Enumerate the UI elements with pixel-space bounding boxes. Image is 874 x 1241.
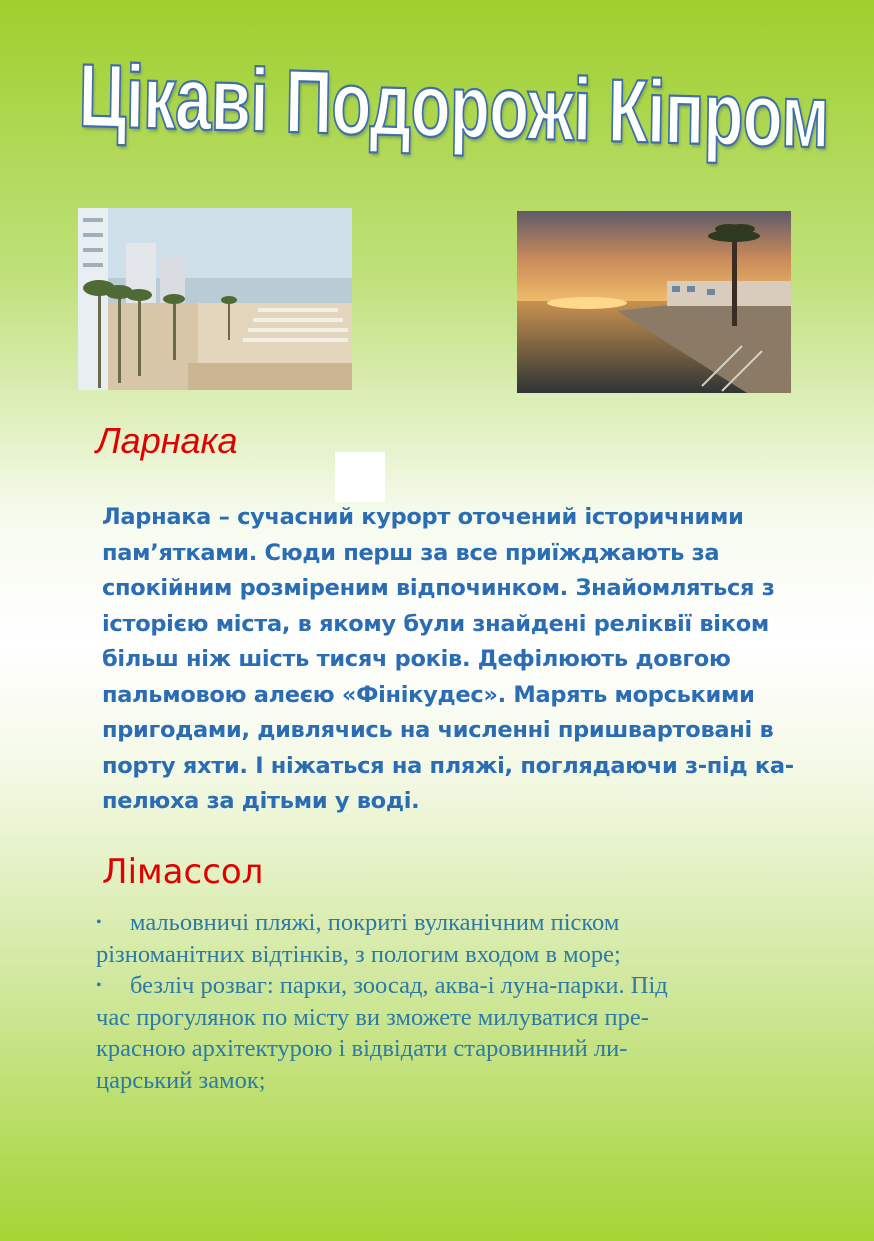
larnaka-line: порту яхти. І ніжаться на пляжі, поглядаючи з-під ка- xyxy=(102,752,794,779)
list-item-continuation: час прогулянок по місту ви зможете милуватися пре- xyxy=(96,1003,649,1031)
bullet-icon: • xyxy=(96,914,102,931)
larnaka-line: Ларнака – сучасний курорт оточений історичними xyxy=(102,504,744,530)
larnaka-line: історією міста, в якому були знайдені реліквії віком xyxy=(102,610,769,637)
list-item-continuation: красною архітектурою і відвідати старовинний ли- xyxy=(96,1035,628,1062)
list-item-text: мальовничі пляжі, покриті вулканічним піском xyxy=(130,909,620,936)
list-item xyxy=(96,970,786,1002)
larnaka-line: спокійним розміреним відпочинком. Знайомляться з xyxy=(102,575,775,601)
list-item xyxy=(96,907,786,939)
limassol-list xyxy=(96,907,786,1096)
list-item-continuation: різноманітних відтінків, з пологим входом в море; xyxy=(96,940,621,968)
list-item-text: безліч розваг: парки, зоосад, аква-і луна-парки. Під xyxy=(130,972,668,999)
sunset-sea-photo xyxy=(517,211,791,393)
blank-placeholder xyxy=(335,452,385,502)
larnaka-beach-photo xyxy=(78,208,352,390)
larnaka-line: пригодами, дивлячись на численні пришвартовані в xyxy=(102,717,774,743)
larnaka-line: більш ніж шість тисяч років. Дефілюють довгою xyxy=(102,646,731,672)
page-title: Цікаві Подорожі Кіпром xyxy=(77,45,830,167)
larnaka-line: пам’ятками. Сюди перш за все приїжджають за xyxy=(102,539,720,566)
larnaka-line: пелюха за дітьми у воді. xyxy=(102,788,420,814)
bullet-icon: • xyxy=(96,977,102,994)
list-item-continuation: царський замок; xyxy=(96,1066,266,1094)
larnaka-description xyxy=(102,500,802,820)
limassol-heading: Лімассол xyxy=(102,852,264,892)
larnaka-heading: Ларнака xyxy=(96,420,238,461)
larnaka-line: пальмовою алеєю «Фінікудес». Марять морськими xyxy=(102,681,755,708)
